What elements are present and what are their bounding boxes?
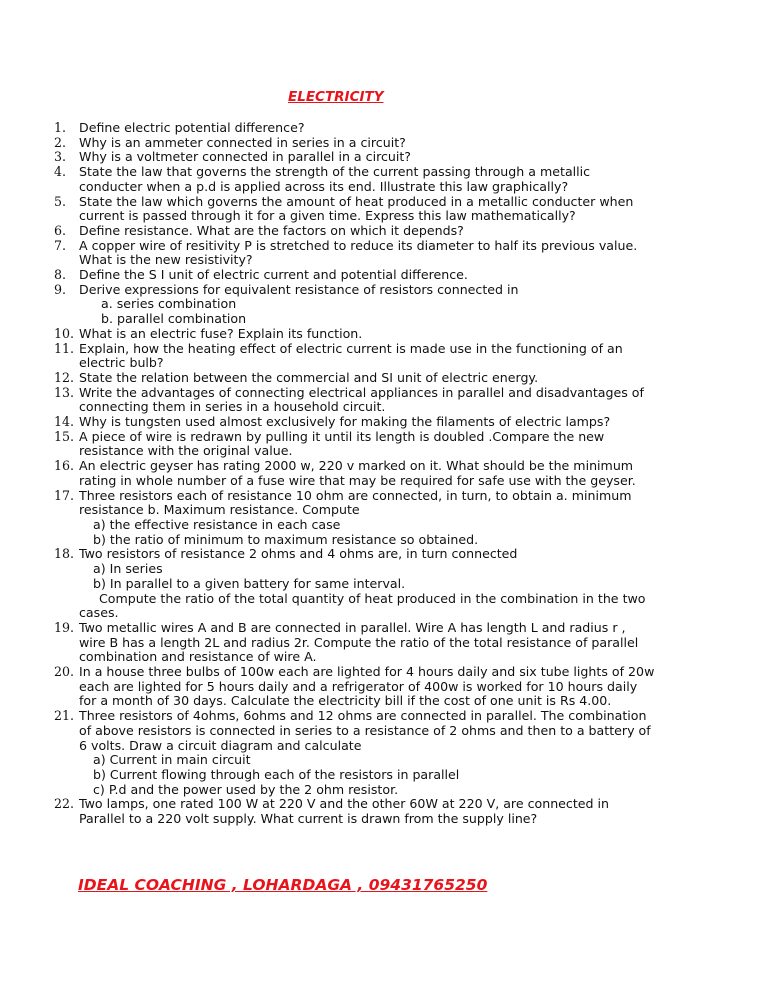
question-item — [54, 283, 704, 327]
question-number: 1. — [54, 120, 67, 135]
question-text-line: connecting them in series in a household circuit. — [79, 399, 386, 415]
question-text-line: wire B has a length 2L and radius 2r. Compute the ratio of the total resistance of parallel — [79, 634, 639, 650]
question-text-line: State the law which governs the amount of heat produced in a metallic conducter when — [79, 193, 634, 209]
question-text-line: resistance with the original value. — [79, 443, 293, 459]
question-item — [54, 371, 704, 386]
question-text-line: In a house three bulbs of 100w each are lighted for 4 hours daily and six tube lights of 20w — [79, 664, 655, 680]
question-item — [54, 415, 704, 430]
question-item — [54, 195, 704, 224]
question-number: 8. — [54, 267, 67, 283]
question-text-line: A copper wire of resitivity P is stretched to reduce its diameter to half its previous value. — [79, 237, 638, 253]
question-number: 17. — [54, 487, 75, 503]
question-number: 4. — [54, 164, 67, 180]
question-item — [54, 121, 704, 136]
question-subpart: a. series combination — [101, 296, 237, 312]
question-number: 9. — [54, 281, 67, 297]
question-number: 15. — [54, 428, 75, 444]
question-text-line: resistance b. Maximum resistance. Compute — [79, 502, 360, 518]
question-text-line: Why is an ammeter connected in series in a circuit? — [79, 134, 406, 150]
question-text-line: each are lighted for 5 hours daily and a refrigerator of 400w is worked for 10 hours daily — [79, 678, 638, 694]
question-text-line: Why is a voltmeter connected in parallel in a circuit? — [79, 149, 411, 165]
question-item — [54, 239, 704, 268]
question-number: 16. — [54, 458, 75, 474]
question-subpart: a) Current in main circuit — [93, 752, 251, 768]
question-item — [54, 797, 704, 826]
question-text-line: conducter when a p.d is applied across its end. Illustrate this law graphically? — [79, 178, 569, 194]
question-subpart: b. parallel combination — [101, 311, 247, 327]
question-subpart: a) In series — [93, 561, 163, 577]
question-text-line: Define resistance. What are the factors on which it depends? — [79, 222, 464, 238]
question-text-line: current is passed through it for a given time. Express this law mathematically? — [79, 208, 576, 224]
question-text-line: State the relation between the commercial and SI unit of electric energy. — [79, 369, 539, 385]
question-item — [54, 709, 704, 797]
question-text-line: Define the S I unit of electric current and potential difference. — [79, 267, 468, 283]
question-number: 7. — [54, 237, 67, 253]
question-text-line: Two resistors of resistance 2 ohms and 4 ohms are, in turn connected — [79, 546, 518, 562]
question-text-line: for a month of 30 days. Calculate the electricity bill if the cost of one unit is Rs 4.00. — [79, 693, 612, 709]
question-subpart: b) the ratio of minimum to maximum resistance so obtained. — [93, 531, 479, 547]
question-list — [54, 121, 704, 827]
page-title: ELECTRICITY — [288, 89, 384, 105]
question-item — [54, 665, 704, 709]
question-text-line: What is an electric fuse? Explain its function. — [79, 325, 363, 341]
question-number: 20. — [54, 664, 75, 680]
question-text-line: Two metallic wires A and B are connected in parallel. Wire A has length L and radius r , — [79, 619, 626, 635]
question-number: 14. — [54, 414, 75, 430]
question-item — [54, 430, 704, 459]
question-number: 5. — [54, 193, 67, 209]
question-text-line: What is the new resistivity? — [79, 252, 253, 268]
question-text-line: Derive expressions for equivalent resistance of resistors connected in — [79, 281, 519, 297]
question-text-line: Parallel to a 220 volt supply. What current is drawn from the supply line? — [79, 811, 538, 827]
question-subpart: Compute the ratio of the total quantity of heat produced in the combination in the two — [99, 590, 646, 606]
question-text-line: Explain, how the heating effect of electric current is made use in the functioning of an — [79, 340, 623, 356]
question-subpart: c) P.d and the power used by the 2 ohm resistor. — [93, 781, 399, 797]
question-number: 19. — [54, 619, 75, 635]
question-text-line: An electric geyser has rating 2000 w, 220 v marked on it. What should be the minimum — [79, 458, 634, 474]
question-number: 22. — [54, 796, 75, 812]
question-text-line: Three resistors each of resistance 10 ohm are connected, in turn, to obtain a. minimum — [79, 487, 632, 503]
question-text-line: Two lamps, one rated 100 W at 220 V and the other 60W at 220 V, are connected in — [79, 796, 610, 812]
question-item — [54, 268, 704, 283]
question-text-line: cases. — [79, 605, 119, 621]
question-item — [54, 547, 704, 621]
question-item — [54, 459, 704, 488]
question-text-line: A piece of wire is redrawn by pulling it until its length is doubled .Compare the new — [79, 428, 605, 444]
question-item — [54, 489, 704, 548]
question-number: 2. — [54, 134, 67, 150]
question-item — [54, 386, 704, 415]
question-text-line: Define electric potential difference? — [79, 120, 305, 135]
question-number: 11. — [54, 340, 75, 356]
question-number: 12. — [54, 369, 75, 385]
question-text-line: Why is tungsten used almost exclusively for making the filaments of electric lamps? — [79, 414, 611, 430]
question-item — [54, 327, 704, 342]
question-number: 21. — [54, 708, 75, 724]
question-number: 3. — [54, 149, 67, 165]
question-item — [54, 621, 704, 665]
question-item — [54, 342, 704, 371]
question-text-line: 6 volts. Draw a circuit diagram and calculate — [79, 737, 362, 753]
question-subpart: b) Current flowing through each of the resistors in parallel — [93, 766, 460, 782]
question-item — [54, 150, 704, 165]
footer-coaching-contact: IDEAL COACHING , LOHARDAGA , 09431765250 — [78, 876, 488, 894]
question-text-line: of above resistors is connected in series to a resistance of 2 ohms and then to a battery of — [79, 722, 651, 738]
question-item — [54, 165, 704, 194]
question-number: 6. — [54, 222, 67, 238]
question-number: 13. — [54, 384, 75, 400]
question-subpart: a) the effective resistance in each case — [93, 516, 341, 532]
question-text-line: electric bulb? — [79, 355, 164, 371]
question-number: 10. — [54, 325, 75, 341]
question-item — [54, 136, 704, 151]
question-number: 18. — [54, 546, 75, 562]
question-item — [54, 224, 704, 239]
question-subpart: b) In parallel to a given battery for same interval. — [93, 575, 406, 591]
question-text-line: Write the advantages of connecting electrical appliances in parallel and disadvantages of — [79, 384, 644, 400]
question-text-line: Three resistors of 4ohms, 6ohms and 12 ohms are connected in parallel. The combination — [79, 708, 647, 724]
question-text-line: combination and resistance of wire A. — [79, 649, 317, 665]
question-text-line: rating in whole number of a fuse wire that may be required for safe use with the geyser. — [79, 472, 636, 488]
question-text-line: State the law that governs the strength of the current passing through a metallic — [79, 164, 591, 180]
